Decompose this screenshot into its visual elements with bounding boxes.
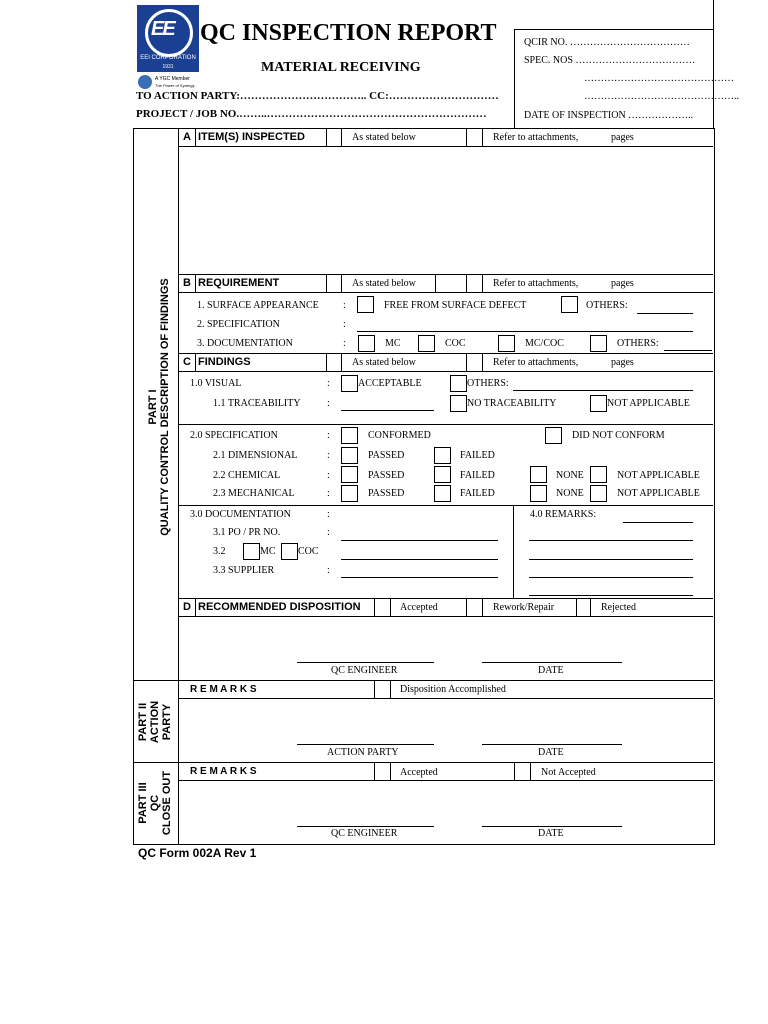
items-inspected-area[interactable] — [180, 148, 710, 272]
chem-passed-checkbox[interactable] — [341, 466, 358, 483]
section-b-pages: pages — [611, 278, 634, 289]
logo-mark: EE — [151, 18, 174, 40]
findings-remarks-field-3[interactable] — [529, 559, 693, 560]
ygc-line1: A YGC Member — [155, 76, 190, 82]
part1-label: PART I QUALITY CONTROL DESCRIPTION OF FINDINGS — [147, 278, 171, 536]
doc-coc-checkbox[interactable] — [418, 335, 435, 352]
findings-remarks-field-4[interactable] — [529, 577, 693, 578]
findings-remarks-field-2[interactable] — [529, 540, 693, 541]
no-traceability-checkbox[interactable] — [450, 395, 467, 412]
d-date-line[interactable] — [482, 662, 622, 663]
chem-na-label: NOT APPLICABLE — [617, 470, 700, 481]
ygc-logo-icon — [138, 75, 152, 89]
section-c-refer: Refer to attachments, — [493, 357, 579, 368]
found-coc-checkbox[interactable] — [281, 543, 298, 560]
po-pr-label: 3.1 PO / PR NO. — [213, 527, 281, 538]
section-c-letter: C — [183, 356, 191, 368]
spec-not-conform-checkbox[interactable] — [545, 427, 562, 444]
report-title: QC INSPECTION REPORT — [200, 20, 497, 46]
mech-none-checkbox[interactable] — [530, 485, 547, 502]
company-logo — [137, 5, 199, 72]
surface-free-label: FREE FROM SURFACE DEFECT — [384, 300, 527, 311]
closeout-qc-engineer-label: QC ENGINEER — [331, 828, 398, 839]
disposition-rejected-checkbox[interactable] — [577, 599, 590, 616]
part3-remarks-heading: R E M A R K S — [190, 766, 257, 777]
disposition-accepted-label: Accepted — [400, 602, 438, 613]
report-subtitle: MATERIAL RECEIVING — [261, 60, 421, 75]
logo-company: EEI CORPORATION — [140, 55, 196, 61]
spec-nos-line3[interactable]: ……………………………………….. — [584, 91, 739, 102]
spec-conformed-label: CONFORMED — [368, 430, 431, 441]
doc-mccoc-checkbox[interactable] — [498, 335, 515, 352]
trace-not-applicable-checkbox[interactable] — [590, 395, 607, 412]
doc-others-label: OTHERS: — [617, 338, 659, 349]
mech-na-label: NOT APPLICABLE — [617, 488, 700, 499]
mech-passed-label: PASSED — [368, 488, 405, 499]
part2-date-line[interactable] — [482, 744, 622, 745]
closeout-qc-signature-line[interactable] — [297, 826, 434, 827]
found-coc-label: COC — [298, 546, 319, 557]
found-mc-label: MC — [260, 546, 276, 557]
po-pr-field[interactable] — [341, 540, 498, 541]
section-a-pages: pages — [611, 132, 634, 143]
surface-free-checkbox[interactable] — [357, 296, 374, 313]
spec-nos-line2[interactable]: ……………………………………… — [584, 73, 734, 84]
disposition-rework-label: Rework/Repair — [493, 602, 555, 613]
req-specification: 2. SPECIFICATION — [197, 319, 280, 330]
visual-others-label: OTHERS: — [467, 378, 509, 389]
closeout-accepted-label: Accepted — [400, 767, 438, 778]
part3-label: PART III QC CLOSE OUT — [137, 770, 173, 836]
chem-none-checkbox[interactable] — [530, 466, 547, 483]
chem-failed-checkbox[interactable] — [434, 466, 451, 483]
section-c-title: FINDINGS — [198, 356, 251, 368]
part2-remarks-heading: R E M A R K S — [190, 684, 257, 695]
no-traceability-label: NO TRACEABILITY — [467, 398, 557, 409]
doc-others-field[interactable] — [664, 350, 712, 351]
qcir-no[interactable]: QCIR NO. ……………………………… — [524, 37, 690, 48]
chemical-label: 2.2 CHEMICAL — [213, 470, 281, 481]
req-specification-field[interactable] — [357, 331, 693, 332]
doc-mccoc-label: MC/COC — [525, 338, 564, 349]
section-a-as-stated: As stated below — [352, 132, 416, 143]
to-action-party: TO ACTION PARTY:…………………………….. CC:………………………… — [136, 90, 499, 102]
section-a-letter: A — [183, 131, 191, 143]
visual-label: 1.0 VISUAL — [190, 378, 242, 389]
supplier-field[interactable] — [341, 577, 498, 578]
dimensional-label: 2.1 DIMENSIONAL — [213, 450, 298, 461]
found-mc-checkbox[interactable] — [243, 543, 260, 560]
disposition-accomplished-checkbox[interactable] — [375, 681, 390, 698]
closeout-date-line[interactable] — [482, 826, 622, 827]
surface-others-checkbox[interactable] — [561, 296, 578, 313]
req-surface-appearance: 1. SURFACE APPEARANCE — [197, 300, 319, 311]
findings-remarks-label: 4.0 REMARKS: — [530, 509, 597, 520]
date-of-inspection[interactable]: DATE OF INSPECTION ……………….. — [524, 110, 694, 121]
visual-others-field[interactable] — [513, 390, 693, 391]
qc-engineer-label: QC ENGINEER — [331, 665, 398, 676]
action-party-label: ACTION PARTY — [327, 747, 399, 758]
documentation-label: 3.0 DOCUMENTATION — [190, 509, 291, 520]
section-b-letter: B — [183, 277, 191, 289]
mech-failed-label: FAILED — [460, 488, 495, 499]
spec-label: 2.0 SPECIFICATION — [190, 430, 278, 441]
disposition-accomplished-label: Disposition Accomplished — [400, 684, 506, 695]
disposition-rework-checkbox[interactable] — [467, 599, 482, 616]
section-a-refer: Refer to attachments, — [493, 132, 579, 143]
surface-others-label: OTHERS: — [586, 300, 628, 311]
surface-others-field[interactable] — [637, 313, 693, 314]
logo-year: 1931 — [162, 64, 174, 70]
section-c-as-stated: As stated below — [352, 357, 416, 368]
doc-others-checkbox[interactable] — [590, 335, 607, 352]
mechanical-label: 2.3 MECHANICAL — [213, 488, 295, 499]
section-b-as-stated: As stated below — [352, 278, 416, 289]
dim-passed-checkbox[interactable] — [341, 447, 358, 464]
closeout-accepted-checkbox[interactable] — [375, 763, 390, 780]
ygc-line2: The Power of Synergy — [155, 83, 195, 88]
part2-label: PART II ACTION PARTY — [137, 700, 173, 744]
doc-mc-checkbox[interactable] — [358, 335, 375, 352]
dim-failed-checkbox[interactable] — [434, 447, 451, 464]
disposition-accepted-checkbox[interactable] — [375, 599, 390, 616]
chem-na-checkbox[interactable] — [590, 466, 607, 483]
closeout-date-label: DATE — [538, 828, 564, 839]
mech-passed-checkbox[interactable] — [341, 485, 358, 502]
form-number: QC Form 002A Rev 1 — [138, 846, 257, 860]
dim-failed-label: FAILED — [460, 450, 495, 461]
disposition-rejected-label: Rejected — [601, 602, 636, 613]
closeout-not-accepted-checkbox[interactable] — [515, 763, 530, 780]
project-job-no: PROJECT / JOB NO.……..…………………………………………………… — [136, 108, 487, 120]
section-d-title: RECOMMENDED DISPOSITION — [198, 601, 361, 613]
section-b-refer: Refer to attachments, — [493, 278, 579, 289]
chem-none-label: NONE — [556, 470, 584, 481]
doc-coc-label: COC — [445, 338, 466, 349]
trace-not-applicable-label: NOT APPLICABLE — [607, 398, 690, 409]
section-b-title: REQUIREMENT — [198, 277, 280, 289]
qc-engineer-signature-line[interactable] — [297, 662, 434, 663]
section-c-pages: pages — [611, 357, 634, 368]
part2-date-label: DATE — [538, 747, 564, 758]
doc-mc-label: MC — [385, 338, 401, 349]
mech-none-label: NONE — [556, 488, 584, 499]
spec-nos[interactable]: SPEC. NOS ……………………………… — [524, 55, 696, 66]
spec-not-conform-label: DID NOT CONFORM — [572, 430, 665, 441]
visual-acceptable-checkbox[interactable] — [341, 375, 358, 392]
traceability-label: 1.1 TRACEABILITY — [213, 398, 301, 409]
chem-passed-label: PASSED — [368, 470, 405, 481]
mc-coc-field[interactable] — [341, 559, 498, 560]
action-party-signature-line[interactable] — [297, 744, 434, 745]
traceability-field[interactable] — [341, 410, 434, 411]
closeout-not-accepted-label: Not Accepted — [541, 767, 596, 778]
findings-remarks-field-5[interactable] — [529, 595, 693, 596]
dim-passed-label: PASSED — [368, 450, 405, 461]
chem-failed-label: FAILED — [460, 470, 495, 481]
section-a-title: ITEM(S) INSPECTED — [198, 131, 305, 143]
supplier-label: 3.3 SUPPLIER — [213, 565, 275, 576]
d-date-label: DATE — [538, 665, 564, 676]
section-d-letter: D — [183, 601, 191, 613]
mech-na-checkbox[interactable] — [590, 485, 607, 502]
mech-failed-checkbox[interactable] — [434, 485, 451, 502]
req-documentation: 3. DOCUMENTATION — [197, 338, 293, 349]
visual-others-checkbox[interactable] — [450, 375, 467, 392]
mc-coc-number: 3.2 — [213, 546, 226, 557]
findings-remarks-field-1[interactable] — [623, 522, 693, 523]
visual-acceptable-label: ACCEPTABLE — [358, 378, 422, 389]
spec-conformed-checkbox[interactable] — [341, 427, 358, 444]
